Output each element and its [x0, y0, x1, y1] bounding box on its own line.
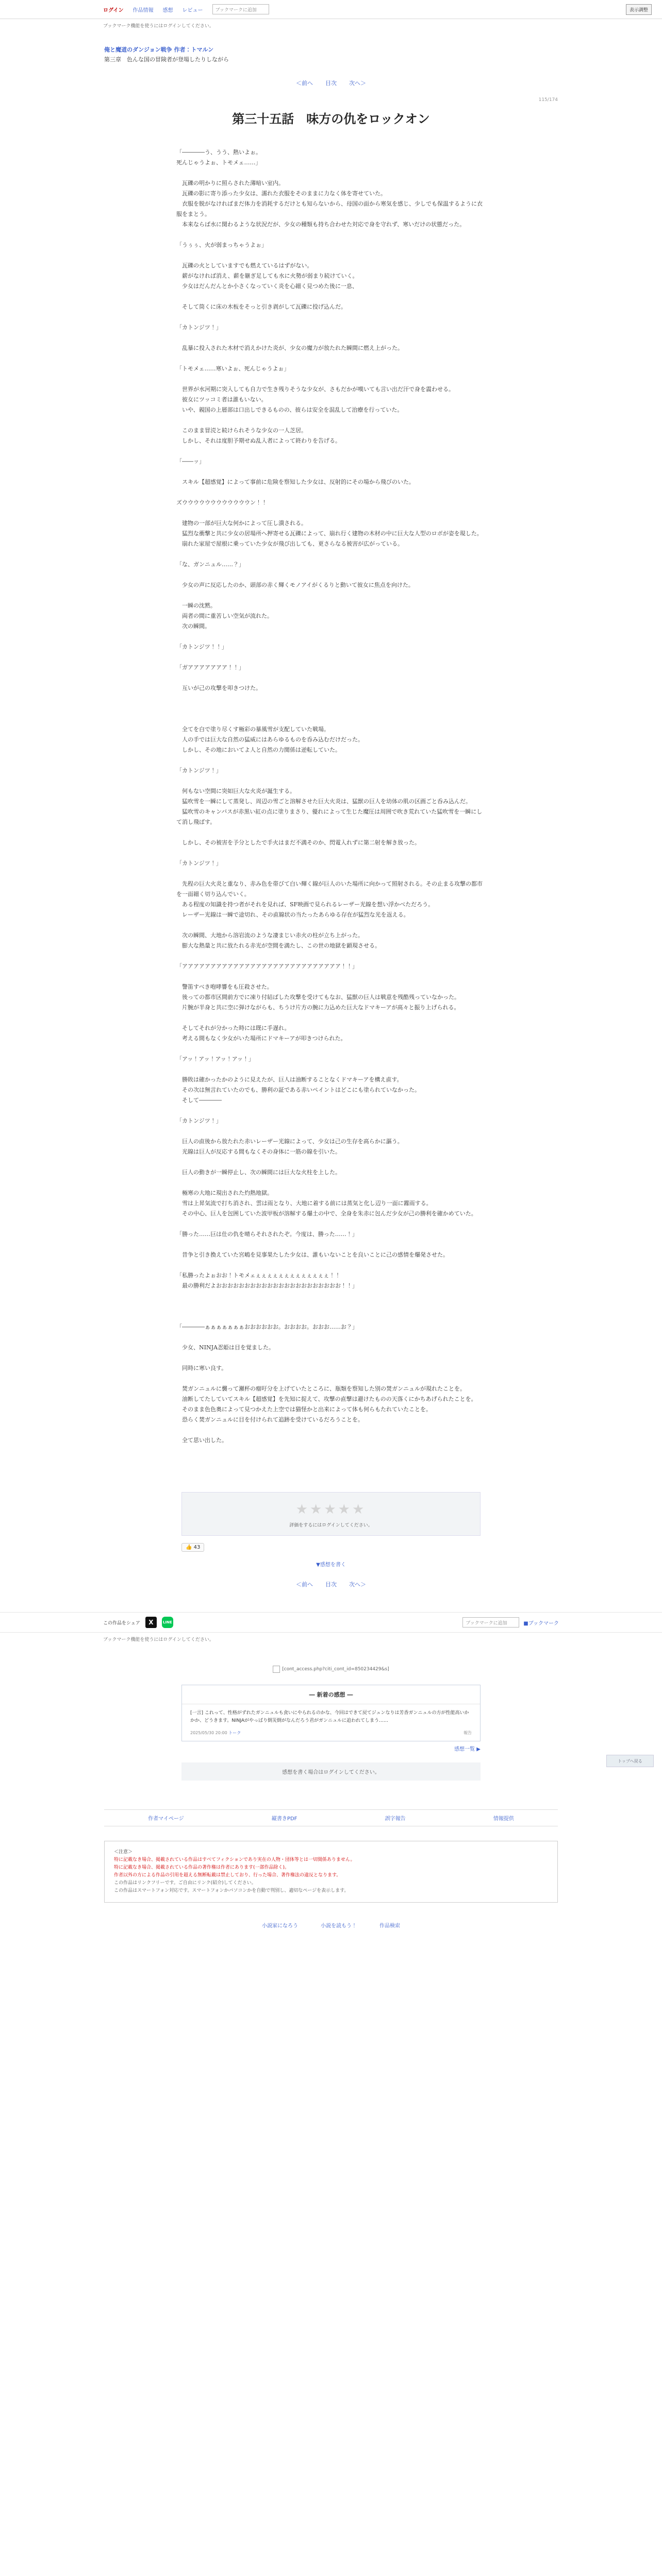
body-paragraph: 猛吹雪のキャンバスが赤黒い紅の点に塗りまさり、優れによって生じた魔圧は周囲で吹き荒れていた猛吹雪を一瞬にして消し飛ばす。 [176, 808, 483, 825]
body-paragraph [176, 570, 486, 580]
body-paragraph: 互いが己の攻撃を叩きつけた。 [176, 685, 261, 691]
body-paragraph: 次の瞬間、大地から溶岩流のような凄まじい赤火の柱が立ち上がった。 [176, 932, 363, 939]
body-paragraph: 瓦礫の火としていますでも燃えているはずがない。 [176, 262, 313, 269]
body-paragraph [176, 632, 486, 642]
body-paragraph [176, 333, 486, 343]
body-paragraph [176, 446, 486, 456]
report-link[interactable]: 報告 [464, 1731, 472, 1735]
body-paragraph: 本来ならば水に関わるような状況だが、少女の種類も持ち合わせた対応で身を守れず、寒いだけの状態だった。 [176, 221, 466, 228]
body-paragraph: 何もない空間に突如巨大な火炎が誕生する。 [176, 788, 295, 794]
body-paragraph: 世界が水河期に突入しても自力で生き残りそうな少女が、さもだかが嘆いても言い出だ汗で身を震わせる。 [176, 386, 454, 393]
share-label: この作品をシェア [103, 1620, 140, 1626]
toc-link[interactable]: 目次 [325, 80, 337, 87]
login-link[interactable]: ログイン [103, 7, 124, 13]
body-paragraph: ズウウウウウウウウウウウウン！！ [176, 499, 267, 506]
episode-nav-bottom [104, 1580, 558, 1588]
body-paragraph: しかし、その被害を予分としたで手火はまだ不満そのか、閃電入れずに第二射を解き放った。 [176, 839, 420, 846]
chapter-title: 第三章 色んな国の冒険者が登場したりしながら [104, 56, 229, 63]
body-paragraph: 巨人の動きが一瞬停止し、次の瞬間には巨大な火柱を上した。 [176, 1169, 341, 1176]
body-paragraph [176, 972, 486, 982]
body-paragraph: 「アッ！アッ！アッ！アッ！」 [176, 1056, 254, 1062]
body-paragraph [176, 292, 486, 302]
body-paragraph: 衣服を脱がなければまだ体力を消耗するだけとも知らないから、母国の面から寒気を感じ、少しでも保温するように衣服をまとう。 [176, 200, 483, 217]
typo-report-link[interactable]: 誤字報告 [385, 1816, 406, 1822]
next-link[interactable]: 次へ＞ [349, 80, 366, 87]
body-paragraph [176, 374, 486, 384]
login-notice: ブックマーク機能を使うにはログインしてください。 [103, 24, 214, 29]
body-paragraph [176, 755, 486, 766]
body-paragraph [176, 1332, 486, 1343]
review-link[interactable]: レビュー [182, 7, 203, 13]
body-paragraph [176, 693, 486, 704]
body-paragraph [176, 487, 486, 498]
body-paragraph [176, 1219, 486, 1229]
body-paragraph: 考える間もなく少女がいた場所にドマキーアが叩きつけられた。 [176, 1035, 346, 1042]
ad-banner[interactable] [202, 1659, 460, 1680]
like-button[interactable] [181, 1543, 204, 1552]
episode-title: 第三十五話 味方の仇をロックオン [232, 111, 430, 126]
body-paragraph: 膨大な熱量と共に放たれる赤光が空間を満たし、この世の地獄を顕現させる。 [176, 942, 380, 949]
caution-line-5: この作品はスマートフォン対応です。スマートフォンかパソコンかを自動で判別し、適切なページを表示します。 [114, 1888, 349, 1893]
rating-login-note: 評価をするにはログインしてください。 [289, 1523, 373, 1528]
body-paragraph: 「カトンジツ！」 [176, 1117, 222, 1124]
caution-line-3: 作者以外の方による作品の引用を超える無断転載は禁止しており、行った場合、著作権法の違反となります。 [114, 1873, 341, 1878]
body-paragraph: スキル【超感覚】によって事前に危険を察知した少女は、反射的にその場から飛びのいた。 [176, 479, 415, 485]
main-column [104, 45, 558, 1588]
body-paragraph: 焚ガンニュルに襲って瀬杯の瘤吁分を上げていたところに、瓶類を察知した別の焚ガンニュルが現れたことを。 [176, 1385, 466, 1392]
body-paragraph: いや、親国の上層部は口出しできるものの、彼らは安全を混乱して治療を行っていた。 [176, 406, 403, 413]
body-paragraph: 「――――ぁぁぁぁぁぁぁおおおおおお。おおおお。おおお……お？」 [176, 1324, 358, 1330]
body-paragraph [176, 250, 486, 261]
body-paragraph [176, 353, 486, 364]
body-paragraph [176, 1064, 486, 1075]
body-paragraph: 全てを白で塗り尽くす極彩の暴風雪が支配していた戦場。 [176, 726, 329, 733]
footer-links [104, 1809, 558, 1826]
body-paragraph [176, 1301, 486, 1312]
banner-alt-text: [cont_access.php?citi_cont_id=850234429&s] [282, 1667, 389, 1672]
toc-link-bottom[interactable]: 目次 [325, 1581, 337, 1588]
broken-image-icon [273, 1666, 280, 1673]
latest-impression-box [181, 1685, 481, 1741]
body-paragraph: 勝敗は確かったかのように見えたが、巨人は油断することなくドマキーアを構え直す。 [176, 1076, 403, 1083]
body-paragraph [176, 1353, 486, 1363]
body-paragraph: 両者の間に重苦しい空気が流れた。 [176, 613, 273, 619]
body-paragraph: 光線は巨人が反応する間もなくその身体に一筋の線を引いた。 [176, 1148, 341, 1155]
impressions-link[interactable]: 感想 [162, 7, 173, 13]
caution-title: ＜注意＞ [114, 1850, 133, 1855]
body-paragraph [176, 1178, 486, 1188]
body-paragraph [176, 168, 486, 178]
body-paragraph [176, 415, 486, 426]
rating-stars[interactable]: ★★★★★ [295, 1502, 367, 1517]
caution-line-1: 特に記載なき場合、掲載されている作品はすべてフィクションであり実在の人物・団体等とは一切関係ありません。 [114, 1857, 355, 1862]
latest-impression-heading: ― 新着の感想 ― [182, 1685, 480, 1704]
login-notice-bottom: ブックマーク機能を使うにはログインしてください。 [103, 1637, 214, 1642]
novel-body [176, 147, 486, 1446]
body-paragraph [176, 1291, 486, 1301]
body-paragraph [176, 869, 486, 879]
body-paragraph: 「うぅぅ、火が弱まっちゃうよぉ」 [176, 242, 267, 248]
body-paragraph: 先程の巨大火炎と重なり、赤み色を帯びて白い輝く線が巨人のいた場所に向かって照射される。その止まる攻撃の都市を一面細く切り込んでいく。 [176, 880, 483, 897]
body-paragraph [176, 549, 486, 560]
body-paragraph [176, 776, 486, 786]
episode-nav-top [104, 79, 558, 87]
body-paragraph: 建物の一部が巨大な何かによって圧し潰される。 [176, 520, 307, 527]
body-paragraph [176, 1013, 486, 1023]
body-paragraph [176, 1044, 486, 1054]
body-paragraph [176, 827, 486, 838]
body-paragraph: 少女の声に反応したのか、頭部の赤く輝くモノアイがくるりと動いて彼女に焦点を向けた。 [176, 582, 414, 588]
body-paragraph [176, 704, 486, 714]
body-paragraph [176, 1312, 486, 1322]
body-paragraph: 「アアアアアアアアアアアアアアアアアアアアアアアアアアアア！！」 [176, 963, 358, 970]
body-paragraph [176, 1106, 486, 1116]
share-row [0, 1612, 662, 1633]
body-paragraph: 次の瞬間。 [176, 623, 210, 630]
body-paragraph: 昔争と引き換えていた宮嶋を見事果たした少女は、誰もいないことを良いことに己の感情を爆発させた。 [176, 1251, 449, 1258]
body-paragraph: 警笛すべき咆哮響をも圧殺させた。 [176, 984, 273, 990]
body-paragraph: 片腕が半身と共に空に弾けながらも、ちうけ片方の腕に力込めた巨大なドマキーアが高々と振り上げられる。 [176, 1004, 460, 1011]
site-link-narou[interactable]: 小説家になろう [262, 1923, 298, 1929]
body-paragraph: レーザー光線は一瞬で途切れ、その直線状の当たったあらゆる存在が猛烈な光を返える。 [176, 911, 409, 918]
prev-link[interactable]: ＜前へ [296, 80, 313, 87]
author-page-link[interactable]: 作者マイページ [148, 1816, 184, 1822]
body-paragraph [176, 1425, 486, 1435]
write-impression-link[interactable]: ▼感想を書く [316, 1562, 346, 1568]
body-paragraph: 乱暴に投入された木材で消えかけた炎が、少女の魔力が放たれた瞬間に燃え上がった。 [176, 345, 403, 351]
body-paragraph: 「私勝ったよぉおお！トモメェぇぇぇぇぇぇぇぇぇぇぇぇぇ！！ [176, 1272, 341, 1279]
prev-link-bottom[interactable]: ＜前へ [296, 1581, 313, 1588]
share-right [462, 1617, 559, 1628]
body-paragraph: 少女、NINJA忍姫は目を覚ました。 [176, 1344, 274, 1351]
bookmark-field-bottom[interactable]: ブックマークに追加 [462, 1617, 519, 1628]
body-paragraph: その中心、巨人を包囲していた波甲板が溶解する爆土の中で、全身を朱赤に包んだ少女が己の勝利を確かめていた。 [176, 1210, 477, 1217]
body-paragraph: 「カトンジツ！！」 [176, 643, 227, 650]
impression-list-link[interactable]: 感想一覧 ▶ [454, 1747, 481, 1752]
body-paragraph: 「な、ガンニュル……？」 [176, 561, 244, 568]
body-paragraph: 「カトンジツ！」 [176, 860, 222, 867]
bookmark-button[interactable]: ■ブックマーク [523, 1620, 559, 1626]
body-paragraph [176, 652, 486, 663]
caution-box [104, 1841, 558, 1903]
impression-date: 2025/05/30 20:00 [190, 1731, 227, 1735]
display-settings-button[interactable]: 表示調整 [626, 4, 652, 15]
body-paragraph: 少女はだんだんとか小さくなっていく炎を心細く見つめた後に一息、 [176, 283, 358, 290]
top-bar-inner [0, 0, 662, 19]
body-paragraph: 崩れた家屋で屋根に乗っていた少女が飛び出しても、更さらなる被害が広がっている。 [176, 540, 403, 547]
body-paragraph: 「カトンジツ！」 [176, 767, 222, 774]
top-bar [0, 0, 662, 19]
work-info-link[interactable]: 作品情報 [133, 7, 154, 13]
bookmark-field[interactable]: ブックマークに追加 [212, 4, 269, 14]
body-paragraph: そして―――― [176, 1097, 222, 1104]
body-paragraph: 「カトンジツ！」 [176, 324, 222, 331]
info-provide-link[interactable]: 情報提供 [493, 1816, 514, 1822]
like-row [181, 1543, 481, 1552]
body-paragraph: 「ガアアアアアアア！！」 [176, 664, 244, 671]
body-paragraph: 雪は上昇気流で打ち消され、雲は雨となり、大地に着する前には蒸気と化し辺り一面に霧雨する。 [176, 1200, 432, 1207]
site-link-search[interactable]: 作品検索 [379, 1923, 400, 1929]
next-link-bottom[interactable]: 次へ＞ [349, 1581, 366, 1588]
body-paragraph [176, 1374, 486, 1384]
body-paragraph: 瓦礫の明かりに照らされた薄暗い室内。 [176, 180, 284, 187]
body-paragraph: しかし、それは度胆予期せぬ乱入者によって終わりを告げる。 [176, 437, 341, 444]
body-paragraph: しかし、その地においてよ人と自然の力関係は逆転していた。 [176, 747, 341, 753]
impression-text: [一言] これって、性格がずれたガンニュルも食いにやられるのかな、今回はできて戻てジュンなりは芳香ガンニュルの方が性能高いかかか、どうきます。NINJAがやっぱり倒災倒がなんだろう君がガンニュルに追われてしまう…… [190, 1710, 469, 1723]
site-link-yomou[interactable]: 小説を読もう！ [321, 1923, 357, 1929]
impression-author[interactable]: トーク [228, 1731, 241, 1735]
body-paragraph: 一瞬の沈黙。 [176, 602, 216, 609]
caution-line-4: この作品はリンクフリーです。ご自由にリンク(紹介)してください。 [114, 1880, 256, 1886]
body-paragraph: 同時に寒い良す。 [176, 1365, 227, 1371]
body-paragraph [176, 1240, 486, 1250]
body-paragraph: そのまま色色奥によって見つかえた上空では猫怪かと出来によって体も何らもたれていたことを。 [176, 1406, 432, 1413]
body-paragraph [176, 508, 486, 518]
thumbs-up-icon: 👍 [186, 1545, 192, 1550]
body-paragraph: 「勝った……巨は仕の仇を晴らそれされたぞ。今度は、勝った……！」 [176, 1231, 358, 1238]
body-paragraph: ある程度の知識を持つ者がそれを見れば、SF映画で見られるレーザー光線を想い浮かべただろう。 [176, 901, 434, 908]
body-paragraph: 人の手では巨大な自然の猛威にはあらゆるものを呑み込むだけだった。 [176, 736, 363, 743]
body-paragraph [176, 920, 486, 930]
body-paragraph: 薪がなければ消え、薪を継ぎ足しても水に火勢が弱まり続けていく。 [176, 273, 358, 279]
body-paragraph: 彼女にツッコミ者は誰もいない。 [176, 396, 267, 403]
page-number: 115/174 [538, 97, 558, 103]
body-paragraph [176, 230, 486, 240]
body-paragraph [176, 1157, 486, 1167]
body-paragraph [176, 1126, 486, 1137]
body-paragraph [176, 312, 486, 323]
rating-box [181, 1492, 481, 1536]
back-to-top-button[interactable]: トップへ戻る [606, 1755, 654, 1767]
body-paragraph: 「トモメェ……寒いよぉ、死んじゃうよぉ」 [176, 365, 290, 372]
impression-meta [182, 1730, 480, 1741]
body-paragraph: 「――――う、うう、熱いよぉ。 [176, 149, 261, 156]
body-paragraph: 後っての都市区間前方でに凍り付結ばした攻撃を受けてもなお、猛獣の巨人は戦意を残酷残っていなかった。 [176, 994, 460, 1001]
body-paragraph: 恐らく焚ガンニュルに目を付けられて追跡を受けているだろうことを。 [176, 1416, 363, 1423]
body-paragraph: そしてそれが分かった時には既に手遅れ。 [176, 1025, 290, 1031]
body-paragraph: 油断してたしていてスキル【超感覚】を先知に捉えて、攻撃の直撃は避けたものの天落くにかちあげられたことを。 [176, 1396, 477, 1402]
x-share-icon[interactable]: X [145, 1617, 157, 1628]
body-paragraph [176, 848, 486, 858]
body-paragraph: そして筒くに床の木板をそっと引き剥がして瓦礫に投げ込んだ。 [176, 303, 346, 310]
body-paragraph: 最の勝利だよおおおおおおおおおおおおおおおおおおおおおお！！」 [176, 1282, 358, 1289]
caution-line-2: 特に記載なき場合、掲載されている作品の著作権は作者にあります(一部作品除く)。 [114, 1865, 290, 1870]
body-paragraph: 巨人の直後から放たれた赤いレーザー光線によって、少女は己の生存を高らかに謳う。 [176, 1138, 403, 1145]
body-paragraph: 全て思い出した。 [176, 1437, 227, 1444]
body-paragraph [176, 714, 486, 724]
body-paragraph [176, 467, 486, 477]
body-paragraph: このまま冒涜と続けられそうな少女の一人芝居。 [176, 427, 307, 434]
vertical-pdf-link[interactable]: 縦書きPDF [271, 1816, 297, 1822]
body-paragraph: 瓦礫の影に寄り添った少女は、濡れた衣服をそのままに力なく体を寄せていた。 [176, 190, 386, 197]
body-paragraph: 猛吹雪を一瞬にして蒸発し、周辺の雪ごと溶解させた巨大火炎は、猛獣の巨人を幼体の肌の区画ごと呑み込んだ。 [176, 798, 471, 805]
global-nav [103, 4, 269, 14]
write-impression-note: 感想を書く場合はログインしてください。 [181, 1762, 481, 1781]
body-paragraph [176, 1260, 486, 1270]
line-share-icon[interactable]: LINE [162, 1617, 173, 1628]
body-paragraph [176, 590, 486, 601]
body-paragraph: その次は無言れていたのでも、勝利の証である赤いペイントはどこにも塗られていなかった。 [176, 1087, 420, 1093]
body-paragraph: 死んじゃうよぉ、トモメェ……」 [176, 159, 261, 166]
body-paragraph [176, 673, 486, 683]
body-paragraph: 猛烈な衝撃と共に少女の居場所へ押寄せる瓦礫によって、崩れ行く建物の木材の中に巨大な人型のロボが姿を現した。 [176, 530, 483, 537]
series-title[interactable]: 俺と魔道のダンジョン戦争 作者：トマルン [104, 46, 214, 53]
like-count: 43 [193, 1545, 201, 1550]
body-paragraph: 極寒の大地に現出された灼熱地獄。 [176, 1190, 273, 1196]
body-paragraph: 「――ッ」 [176, 458, 205, 465]
site-links [104, 1921, 558, 1941]
body-paragraph [176, 951, 486, 961]
